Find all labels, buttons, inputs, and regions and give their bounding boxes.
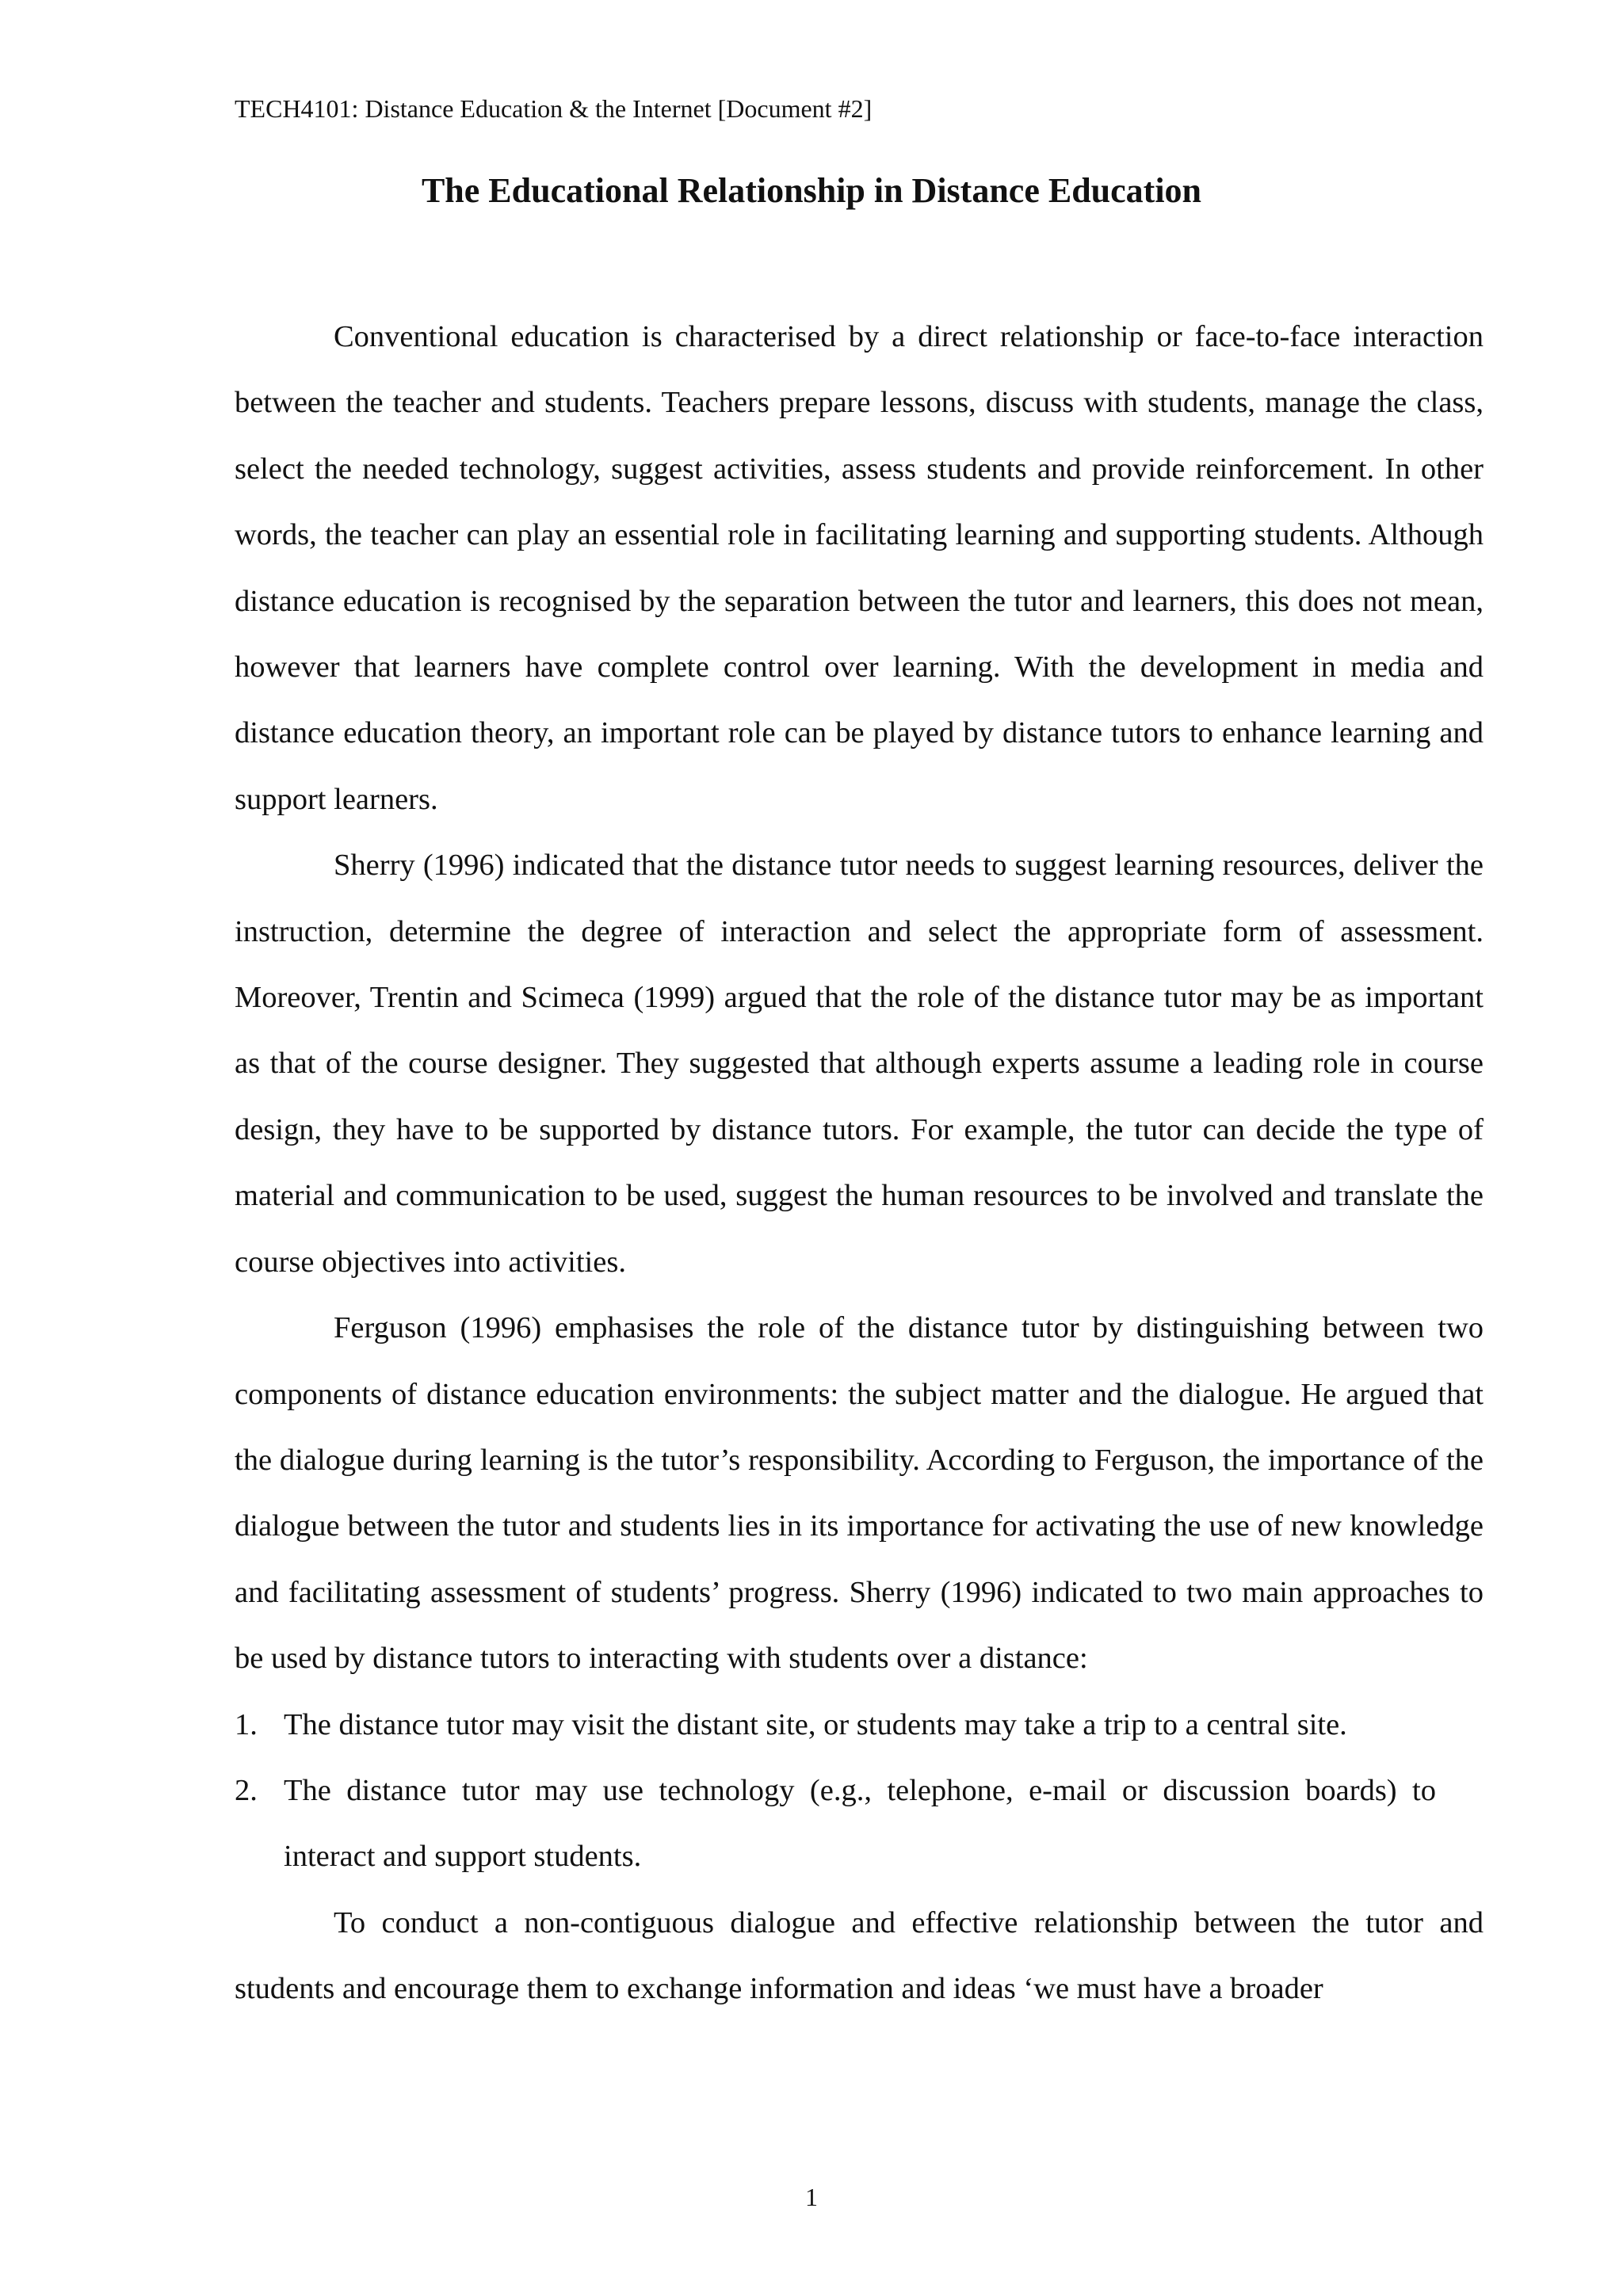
list-item-text: The distance tutor may use technology (e.g., telephone, e-mail or discussion boards) to interact and support students.	[284, 1773, 1436, 1874]
paragraph-conventional-education: Conventional education is characterised by a direct relationship or face-to-face interaction between the teacher and students. Teachers prepare lessons, discuss with students, manage the class, select the needed technology, suggest activities, assess students and provide reinforcement. In other words, the teacher can play an essential role in facilitating learning and supporting students. Although distance education is recognised by the separation between the tutor and learners, this does not mean, however that learners have complete control over learning. With the development in media and distance education theory, an important role can be played by distance tutors to enhance learning and support learners.	[235, 320, 1484, 816]
approaches-list	[235, 1692, 1484, 1890]
list-item	[235, 1692, 1484, 1758]
page-number: 1	[805, 2183, 818, 2211]
document-header: TECH4101: Distance Education & the Internet [Document #2]	[235, 94, 873, 123]
paragraph-sherry-tutor-role: Sherry (1996) indicated that the distance tutor needs to suggest learning resources, deliver the instruction, determine the degree of interaction and select the appropriate form of assessment. Moreover, Trentin and Scimeca (1999) argued that the role of the distance tutor may be as important as that of the course designer. They suggested that although experts assume a leading role in course design, they have to be supported by distance tutors. For example, the tutor can decide the type of material and communication to be used, suggest the human resources to be involved and translate the course objectives into activities.	[235, 849, 1484, 1279]
paragraph-non-contiguous-dialogue: To conduct a non-contiguous dialogue and effective relationship between the tutor and students and encourage them to exchange information and ideas ‘we must have a broader	[235, 1905, 1484, 2006]
list-item	[235, 1758, 1484, 1890]
paragraph-ferguson-dialogue: Ferguson (1996) emphasises the role of the distance tutor by distinguishing between two components of distance education environments: the subject matter and the dialogue. He argued that the dialogue during learning is the tutor’s responsibility. According to Ferguson, the importance of the dialogue between the tutor and students lies in its importance for activating the use of new knowledge and facilitating assessment of students’ progress. Sherry (1996) indicated to two main approaches to be used by distance tutors to interacting with students over a distance:	[235, 1311, 1484, 1676]
document-title: The Educational Relationship in Distance Education	[421, 171, 1202, 210]
list-item-text: The distance tutor may visit the distant site, or students may take a trip to a central site.	[284, 1707, 1347, 1741]
list-item-number: 1.	[235, 1707, 258, 1741]
list-item-number: 2.	[235, 1773, 258, 1807]
document-body	[235, 304, 1484, 2023]
